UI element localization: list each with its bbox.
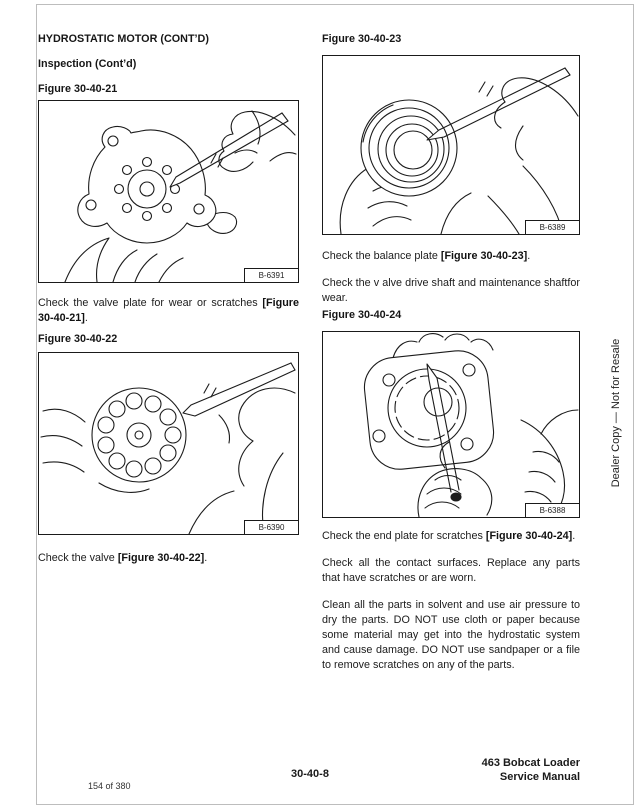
- footer-page-counter: 154 of 380: [88, 781, 131, 791]
- figure-24-illustration-end-plate: [323, 332, 579, 517]
- paragraph-cleaning: Clean all the parts in solvent and use air pressure to dry the parts. DO NOT use cloth or paper because some material may get into the hydrostatic system and cause damage. DO NOT use sandpaper or a file to remove scratches on any of the parts.: [322, 599, 580, 671]
- figure-24-code: B-6388: [525, 503, 580, 518]
- text-segment: .: [204, 552, 208, 564]
- text-segment: Check the balance plate: [322, 250, 441, 262]
- figure-ref: [Figure 30-40-24]: [485, 530, 573, 542]
- paragraph-drive-shaft: Check the v alve drive shaft and maintenance shaftfor wear.: [322, 277, 580, 304]
- paragraph-contact-surfaces: Check all the contact surfaces. Replace any parts that have scratches or are worn.: [322, 557, 580, 584]
- figure-23-illustration-balance-plate: [323, 56, 579, 234]
- figure-23-box: [322, 55, 580, 235]
- footer-page-code: 30-40-8: [291, 768, 329, 780]
- text-segment: Check the valve plate for wear or scratches: [38, 297, 263, 309]
- text-segment: Check the valve: [38, 552, 118, 564]
- figure-23-heading: Figure 30-40-23: [322, 33, 402, 45]
- figure-ref: [Figure 30-40-23]: [440, 250, 528, 262]
- footer-manual-title: [380, 756, 580, 784]
- figure-24-box: [322, 331, 580, 518]
- figure-ref: [Figure 30-40-21]: [38, 297, 299, 324]
- text-segment: .: [84, 312, 88, 324]
- figure-22-heading: Figure 30-40-22: [38, 333, 118, 345]
- paragraph-end-plate: [322, 529, 580, 544]
- dealer-copy-watermark: Dealer Copy — Not for Resale: [610, 338, 622, 488]
- figure-23-code: B-6389: [525, 220, 580, 235]
- section-title: HYDROSTATIC MOTOR (CONT’D): [38, 33, 209, 45]
- figure-21-illustration-valve-plate: [39, 101, 298, 282]
- footer-manual-line2: Service Manual: [499, 771, 580, 783]
- footer-manual-line1: 463 Bobcat Loader: [481, 757, 580, 769]
- text-segment: Check the end plate for scratches: [322, 530, 486, 542]
- paragraph-balance-plate: [322, 249, 580, 264]
- subsection-title: Inspection (Cont’d): [38, 58, 137, 70]
- text-segment: .: [572, 530, 576, 542]
- figure-ref: [Figure 30-40-22]: [117, 552, 205, 564]
- figure-22-box: [38, 352, 299, 535]
- figure-21-box: [38, 100, 299, 283]
- figure-21-heading: Figure 30-40-21: [38, 83, 118, 95]
- figure-24-heading: Figure 30-40-24: [322, 309, 402, 321]
- text-segment: .: [527, 250, 531, 262]
- paragraph-valve: [38, 551, 299, 566]
- figure-22-illustration-valve-rotor: [39, 353, 298, 534]
- figure-21-code: B-6391: [244, 268, 299, 283]
- figure-22-code: B-6390: [244, 520, 299, 535]
- paragraph-valve-plate: [38, 296, 299, 326]
